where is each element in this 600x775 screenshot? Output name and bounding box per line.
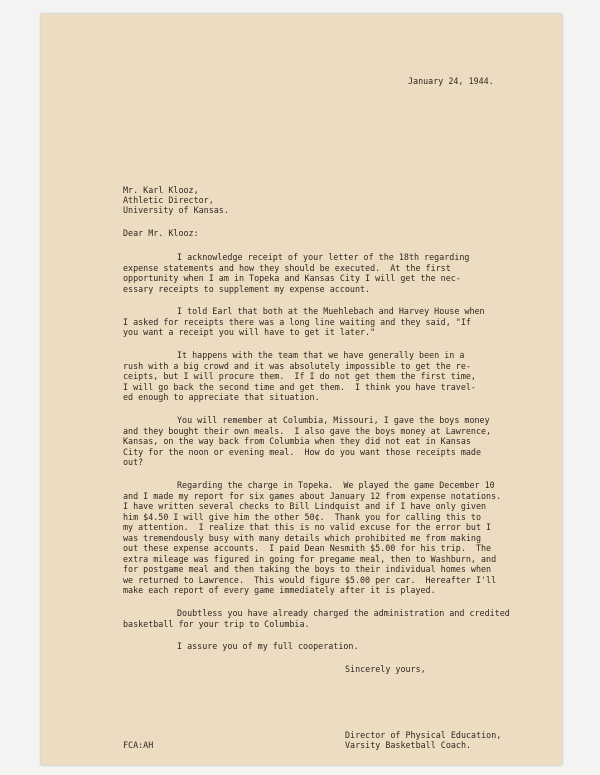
body-line: I have written several checks to Bill Lindquist and if I have only given (123, 501, 487, 511)
recipient-line: Mr. Karl Klooz, (123, 185, 199, 195)
body-line: expense statements and how they should be executed. At the first (123, 263, 451, 273)
body-line: I acknowledge receipt of your letter of the 18th regarding (177, 252, 470, 262)
body-line: I assure you of my full cooperation. (177, 641, 359, 651)
body-line: and they bought their own meals. I also gave the boys money at Lawrence, (123, 426, 492, 436)
signature-line: Director of Physical Education, (345, 730, 502, 740)
body-line: I told Earl that both at the Muehlebach and Harvey House when (177, 306, 485, 316)
body-line: him $4.50 I will give him the other 50¢. Thank you for calling this to (123, 512, 481, 522)
body-line: was tremendously busy with many details which prohibited me from making (123, 533, 481, 543)
body-line: for postgame meal and then taking the boys to their individual homes when (123, 564, 492, 574)
recipient-line: Athletic Director, (123, 195, 214, 205)
body-line: we returned to Lawrence. This would figure $5.00 per car. Hereafter I'll (123, 575, 497, 585)
body-line: essary receipts to supplement my expense account. (123, 284, 371, 294)
body-line: out? (123, 457, 144, 467)
body-line: and I made my report for six games about January 12 from expense notations. (123, 491, 502, 501)
body-line: I will go back the second time and get them. I think you have travel- (123, 382, 476, 392)
typist-initials: FCA:AH (123, 740, 154, 750)
body-line: basketball for your trip to Columbia. (123, 619, 310, 629)
letter-date: January 24, 1944. (408, 76, 494, 86)
body-line: Kansas, on the way back from Columbia when they did not eat in Kansas (123, 436, 471, 446)
body-line: make each report of every game immediately after it is played. (123, 585, 436, 595)
body-line: Regarding the charge in Topeka. We played the game December 10 (177, 480, 495, 490)
recipient-line: University of Kansas. (123, 205, 229, 215)
closing: Sincerely yours, (345, 664, 426, 674)
body-line: out these expense accounts. I paid Dean Nesmith $5.00 for his trip. The (123, 543, 492, 553)
body-line: Doubtless you have already charged the administration and credited (177, 608, 510, 618)
body-line: ceipts, but I will procure them. If I do not get them the first time, (123, 371, 476, 381)
body-line: you want a receipt you will have to get it later." (123, 327, 376, 337)
salutation: Dear Mr. Klooz: (123, 228, 199, 238)
body-line: It happens with the team that we have generally been in a (177, 350, 465, 360)
body-line: ed enough to appreciate that situation. (123, 392, 320, 402)
signature-line: Varsity Basketball Coach. (345, 740, 472, 750)
body-line: City for the noon or evening meal. How do you want those receipts made (123, 447, 481, 457)
letter-page (41, 14, 562, 765)
body-line: rush with a big crowd and it was absolutely impossible to get the re- (123, 361, 471, 371)
body-line: my attention. I realize that this is no valid excuse for the error but I (123, 522, 492, 532)
body-line: opportunity when I am in Topeka and Kansas City I will get the nec- (123, 273, 461, 283)
body-line: extra mileage was figured in going for pregame meal, then to Washburn, and (123, 554, 497, 564)
body-line: I asked for receipts there was a long line waiting and they said, "If (123, 317, 471, 327)
body-line: You will remember at Columbia, Missouri, I gave the boys money (177, 415, 490, 425)
